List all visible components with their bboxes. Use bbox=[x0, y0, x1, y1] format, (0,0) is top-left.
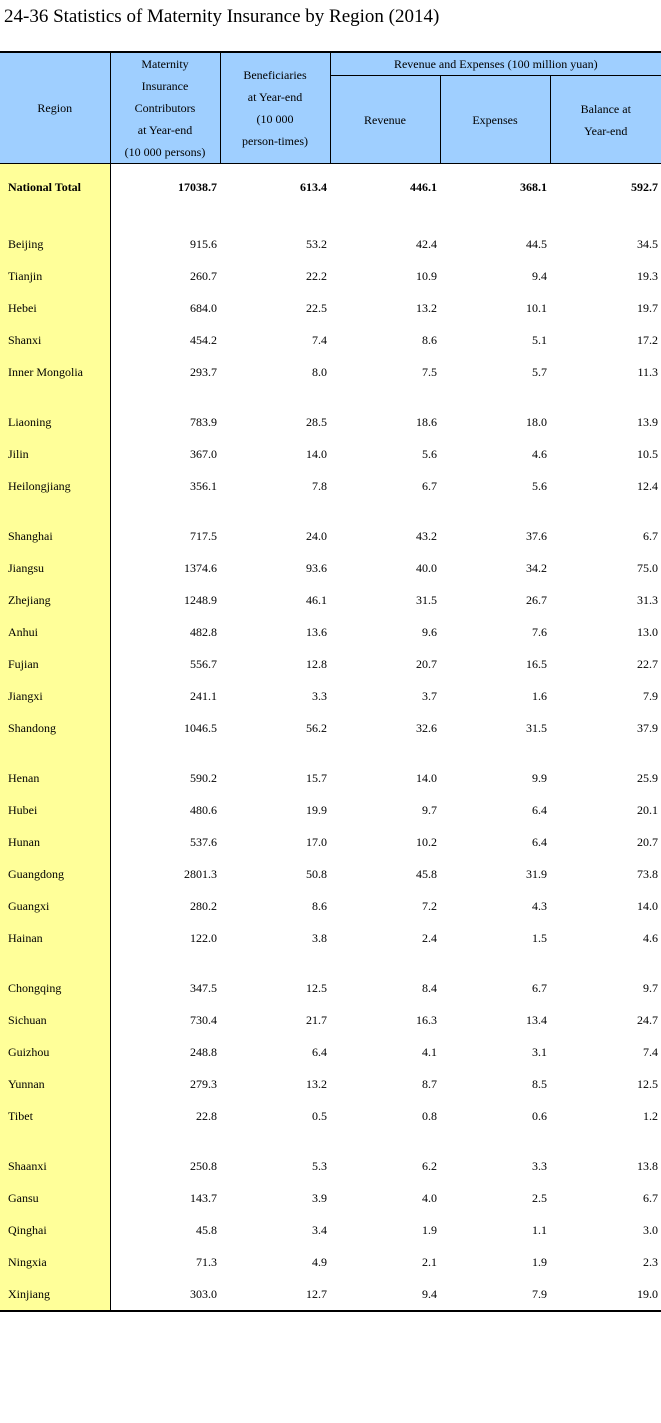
spacer-cell bbox=[220, 210, 330, 228]
balance-cell: 11.3 bbox=[637, 364, 659, 379]
table-row bbox=[0, 438, 661, 470]
expenses-cell: 3.3 bbox=[532, 1158, 547, 1173]
region-cell: Beijing bbox=[0, 228, 110, 260]
expenses-cell: 26.7 bbox=[526, 592, 547, 607]
region-cell: Chongqing bbox=[0, 972, 110, 1004]
spacer-cell bbox=[440, 210, 550, 228]
beneficiaries-cell: 46.1 bbox=[306, 592, 327, 607]
revenue-cell: 2.1 bbox=[422, 1254, 437, 1269]
region-cell: Yunnan bbox=[0, 1068, 110, 1100]
beneficiaries-cell: 22.2 bbox=[306, 268, 327, 283]
revenue-cell: 4.1 bbox=[422, 1044, 437, 1059]
table-row bbox=[0, 826, 661, 858]
header-expenses: Expenses bbox=[440, 76, 550, 164]
spacer-cell bbox=[220, 744, 330, 762]
region-cell: Xinjiang bbox=[0, 1278, 110, 1311]
table-row bbox=[0, 616, 661, 648]
expenses-cell: 1.9 bbox=[532, 1254, 547, 1269]
spacer-cell bbox=[330, 210, 440, 228]
balance-cell: 19.7 bbox=[637, 300, 659, 315]
balance-cell: 1.2 bbox=[643, 1108, 659, 1123]
balance-cell: 37.9 bbox=[637, 720, 659, 735]
balance-cell: 73.8 bbox=[637, 866, 659, 881]
beneficiaries-cell: 8.0 bbox=[312, 364, 327, 379]
contributors-cell: 293.7 bbox=[190, 364, 217, 379]
spacer-cell bbox=[550, 210, 661, 228]
contributors-cell: 915.6 bbox=[190, 236, 217, 251]
balance-cell: 7.4 bbox=[643, 1044, 659, 1059]
balance-cell: 10.5 bbox=[637, 446, 659, 461]
spacer-cell bbox=[440, 502, 550, 520]
region-cell: Gansu bbox=[0, 1182, 110, 1214]
balance-cell: 20.7 bbox=[637, 834, 659, 849]
beneficiaries-cell: 3.3 bbox=[312, 688, 327, 703]
revenue-cell: 10.2 bbox=[416, 834, 437, 849]
contributors-cell: 556.7 bbox=[190, 656, 217, 671]
spacer-cell bbox=[0, 1132, 110, 1150]
expenses-cell: 0.6 bbox=[532, 1108, 547, 1123]
table-row bbox=[0, 648, 661, 680]
revenue-cell: 6.7 bbox=[422, 478, 437, 493]
balance-cell: 34.5 bbox=[637, 236, 659, 251]
beneficiaries-cell: 12.5 bbox=[306, 980, 327, 995]
revenue-cell: 43.2 bbox=[416, 528, 437, 543]
spacer-cell bbox=[550, 502, 661, 520]
region-cell: Hunan bbox=[0, 826, 110, 858]
table-row bbox=[0, 762, 661, 794]
region-cell: Tibet bbox=[0, 1100, 110, 1132]
region-cell: Henan bbox=[0, 762, 110, 794]
spacer-cell bbox=[0, 502, 110, 520]
contributors-cell: 454.2 bbox=[190, 332, 217, 347]
balance-cell: 6.7 bbox=[643, 1190, 659, 1205]
region-cell: Guangdong bbox=[0, 858, 110, 890]
table-body bbox=[0, 164, 661, 1312]
contributors-cell: 1248.9 bbox=[184, 592, 217, 607]
total-expenses: 368.1 bbox=[520, 179, 547, 194]
contributors-cell: 480.6 bbox=[190, 802, 217, 817]
region-cell: Shanghai bbox=[0, 520, 110, 552]
balance-cell: 9.7 bbox=[643, 980, 659, 995]
expenses-cell: 7.6 bbox=[532, 624, 547, 639]
expenses-cell: 31.9 bbox=[526, 866, 547, 881]
beneficiaries-cell: 53.2 bbox=[306, 236, 327, 251]
contributors-cell: 2801.3 bbox=[184, 866, 217, 881]
table-header bbox=[0, 52, 661, 164]
balance-cell: 4.6 bbox=[643, 930, 659, 945]
contributors-cell: 71.3 bbox=[196, 1254, 217, 1269]
spacer-cell bbox=[220, 388, 330, 406]
maternity-insurance-table bbox=[0, 51, 661, 1312]
balance-cell: 31.3 bbox=[637, 592, 659, 607]
region-cell: Anhui bbox=[0, 616, 110, 648]
revenue-cell: 2.4 bbox=[422, 930, 437, 945]
table-row bbox=[0, 406, 661, 438]
contributors-cell: 537.6 bbox=[190, 834, 217, 849]
contributors-cell: 248.8 bbox=[190, 1044, 217, 1059]
expenses-cell: 1.1 bbox=[532, 1222, 547, 1237]
contributors-cell: 590.2 bbox=[190, 770, 217, 785]
expenses-cell: 1.5 bbox=[532, 930, 547, 945]
region-cell: Shaanxi bbox=[0, 1150, 110, 1182]
header-revenue-expenses-group: Revenue and Expenses (100 million yuan) bbox=[330, 52, 661, 76]
expenses-cell: 18.0 bbox=[526, 414, 547, 429]
revenue-cell: 8.7 bbox=[422, 1076, 437, 1091]
expenses-cell: 5.6 bbox=[532, 478, 547, 493]
table-row bbox=[0, 972, 661, 1004]
beneficiaries-cell: 22.5 bbox=[306, 300, 327, 315]
revenue-cell: 45.8 bbox=[416, 866, 437, 881]
balance-cell: 6.7 bbox=[643, 528, 659, 543]
spacer-row bbox=[0, 502, 661, 520]
spacer-cell bbox=[110, 1132, 220, 1150]
revenue-cell: 8.6 bbox=[422, 332, 437, 347]
contributors-cell: 260.7 bbox=[190, 268, 217, 283]
balance-cell: 13.0 bbox=[637, 624, 659, 639]
balance-cell: 75.0 bbox=[637, 560, 659, 575]
table-row bbox=[0, 712, 661, 744]
spacer-row bbox=[0, 744, 661, 762]
revenue-cell: 9.7 bbox=[422, 802, 437, 817]
table-row bbox=[0, 356, 661, 388]
table-row bbox=[0, 922, 661, 954]
contributors-cell: 684.0 bbox=[190, 300, 217, 315]
beneficiaries-cell: 8.6 bbox=[312, 898, 327, 913]
beneficiaries-cell: 5.3 bbox=[312, 1158, 327, 1173]
beneficiaries-cell: 15.7 bbox=[306, 770, 327, 785]
revenue-cell: 42.4 bbox=[416, 236, 437, 251]
region-cell: Jiangxi bbox=[0, 680, 110, 712]
revenue-cell: 3.7 bbox=[422, 688, 437, 703]
revenue-cell: 13.2 bbox=[416, 300, 437, 315]
contributors-cell: 303.0 bbox=[110, 1278, 220, 1311]
beneficiaries-cell: 12.7 bbox=[220, 1278, 330, 1311]
contributors-cell: 143.7 bbox=[190, 1190, 217, 1205]
spacer-cell bbox=[110, 954, 220, 972]
expenses-cell: 7.9 bbox=[440, 1278, 550, 1311]
spacer-cell bbox=[440, 954, 550, 972]
balance-cell: 20.1 bbox=[637, 802, 659, 817]
table-row bbox=[0, 520, 661, 552]
region-cell: Heilongjiang bbox=[0, 470, 110, 502]
table-row bbox=[0, 470, 661, 502]
balance-cell: 19.3 bbox=[637, 268, 659, 283]
balance-cell: 2.3 bbox=[643, 1254, 659, 1269]
spacer-cell bbox=[110, 744, 220, 762]
expenses-cell: 4.6 bbox=[532, 446, 547, 461]
contributors-cell: 482.8 bbox=[190, 624, 217, 639]
region-cell: Jilin bbox=[0, 438, 110, 470]
region-cell: Liaoning bbox=[0, 406, 110, 438]
spacer-cell bbox=[0, 954, 110, 972]
spacer-cell bbox=[330, 744, 440, 762]
total-revenue: 446.1 bbox=[410, 179, 437, 194]
table-row bbox=[0, 1182, 661, 1214]
table-row bbox=[0, 228, 661, 260]
total-contributors: 17038.7 bbox=[178, 179, 217, 194]
spacer-row bbox=[0, 954, 661, 972]
revenue-cell: 9.6 bbox=[422, 624, 437, 639]
region-cell: Zhejiang bbox=[0, 584, 110, 616]
region-cell: Guizhou bbox=[0, 1036, 110, 1068]
expenses-cell: 2.5 bbox=[532, 1190, 547, 1205]
balance-cell: 3.0 bbox=[643, 1222, 659, 1237]
revenue-cell: 5.6 bbox=[422, 446, 437, 461]
revenue-cell: 7.5 bbox=[422, 364, 437, 379]
beneficiaries-cell: 56.2 bbox=[306, 720, 327, 735]
expenses-cell: 10.1 bbox=[526, 300, 547, 315]
region-cell: Inner Mongolia bbox=[0, 356, 110, 388]
spacer-row bbox=[0, 388, 661, 406]
table-row bbox=[0, 858, 661, 890]
contributors-cell: 45.8 bbox=[196, 1222, 217, 1237]
balance-cell: 19.0 bbox=[550, 1278, 661, 1311]
revenue-cell: 7.2 bbox=[422, 898, 437, 913]
spacer-cell bbox=[110, 210, 220, 228]
region-cell: Hubei bbox=[0, 794, 110, 826]
contributors-cell: 347.5 bbox=[190, 980, 217, 995]
table-row bbox=[0, 1004, 661, 1036]
expenses-cell: 9.4 bbox=[532, 268, 547, 283]
revenue-cell: 1.9 bbox=[422, 1222, 437, 1237]
contributors-cell: 1046.5 bbox=[184, 720, 217, 735]
spacer-cell bbox=[220, 954, 330, 972]
balance-cell: 22.7 bbox=[637, 656, 659, 671]
table-row bbox=[0, 1100, 661, 1132]
revenue-cell: 18.6 bbox=[416, 414, 437, 429]
expenses-cell: 6.7 bbox=[532, 980, 547, 995]
table-row bbox=[0, 890, 661, 922]
revenue-cell: 16.3 bbox=[416, 1012, 437, 1027]
expenses-cell: 37.6 bbox=[526, 528, 547, 543]
beneficiaries-cell: 50.8 bbox=[306, 866, 327, 881]
revenue-cell: 8.4 bbox=[422, 980, 437, 995]
beneficiaries-cell: 3.9 bbox=[312, 1190, 327, 1205]
header-contributors: Maternity Insurance Contributors at Year-end (10 000 persons) bbox=[110, 52, 220, 164]
expenses-cell: 9.9 bbox=[532, 770, 547, 785]
expenses-cell: 4.3 bbox=[532, 898, 547, 913]
table-row bbox=[0, 1068, 661, 1100]
contributors-cell: 717.5 bbox=[190, 528, 217, 543]
spacer-cell bbox=[0, 210, 110, 228]
beneficiaries-cell: 24.0 bbox=[306, 528, 327, 543]
spacer-cell bbox=[110, 502, 220, 520]
revenue-cell: 10.9 bbox=[416, 268, 437, 283]
expenses-cell: 31.5 bbox=[526, 720, 547, 735]
region-cell: Tianjin bbox=[0, 260, 110, 292]
spacer-cell bbox=[330, 954, 440, 972]
table-row bbox=[0, 260, 661, 292]
expenses-cell: 8.5 bbox=[532, 1076, 547, 1091]
balance-cell: 12.4 bbox=[637, 478, 659, 493]
beneficiaries-cell: 21.7 bbox=[306, 1012, 327, 1027]
contributors-cell: 122.0 bbox=[190, 930, 217, 945]
beneficiaries-cell: 7.8 bbox=[312, 478, 327, 493]
table-row bbox=[0, 1150, 661, 1182]
beneficiaries-cell: 13.6 bbox=[306, 624, 327, 639]
balance-cell: 24.7 bbox=[637, 1012, 659, 1027]
spacer-cell bbox=[110, 388, 220, 406]
total-region: National Total bbox=[0, 164, 110, 211]
expenses-cell: 6.4 bbox=[532, 834, 547, 849]
beneficiaries-cell: 0.5 bbox=[312, 1108, 327, 1123]
beneficiaries-cell: 14.0 bbox=[306, 446, 327, 461]
contributors-cell: 783.9 bbox=[190, 414, 217, 429]
balance-cell: 13.9 bbox=[637, 414, 659, 429]
table-row bbox=[0, 1036, 661, 1068]
region-cell: Jiangsu bbox=[0, 552, 110, 584]
expenses-cell: 44.5 bbox=[526, 236, 547, 251]
region-cell: Ningxia bbox=[0, 1246, 110, 1278]
spacer-cell bbox=[330, 388, 440, 406]
contributors-cell: 730.4 bbox=[190, 1012, 217, 1027]
beneficiaries-cell: 93.6 bbox=[306, 560, 327, 575]
expenses-cell: 3.1 bbox=[532, 1044, 547, 1059]
header-beneficiaries: Beneficiaries at Year-end (10 000 person-times) bbox=[220, 52, 330, 164]
region-cell: Fujian bbox=[0, 648, 110, 680]
spacer-row bbox=[0, 1132, 661, 1150]
expenses-cell: 34.2 bbox=[526, 560, 547, 575]
contributors-cell: 22.8 bbox=[196, 1108, 217, 1123]
total-balance: 592.7 bbox=[631, 179, 659, 194]
revenue-cell: 4.0 bbox=[422, 1190, 437, 1205]
region-cell: Sichuan bbox=[0, 1004, 110, 1036]
contributors-cell: 241.1 bbox=[190, 688, 217, 703]
region-cell: Hainan bbox=[0, 922, 110, 954]
spacer-cell bbox=[550, 388, 661, 406]
region-cell: Shanxi bbox=[0, 324, 110, 356]
contributors-cell: 280.2 bbox=[190, 898, 217, 913]
page-title: 24-36 Statistics of Maternity Insurance by Region (2014) bbox=[4, 6, 440, 27]
balance-cell: 13.8 bbox=[637, 1158, 659, 1173]
header-balance: Balance at Year-end bbox=[550, 76, 661, 164]
contributors-cell: 1374.6 bbox=[184, 560, 217, 575]
revenue-cell: 6.2 bbox=[422, 1158, 437, 1173]
revenue-cell: 0.8 bbox=[422, 1108, 437, 1123]
spacer-cell bbox=[220, 1132, 330, 1150]
spacer-cell bbox=[330, 502, 440, 520]
expenses-cell: 13.4 bbox=[526, 1012, 547, 1027]
spacer-cell bbox=[330, 1132, 440, 1150]
spacer-row bbox=[0, 210, 661, 228]
balance-cell: 17.2 bbox=[637, 332, 659, 347]
spacer-cell bbox=[550, 1132, 661, 1150]
expenses-cell: 1.6 bbox=[532, 688, 547, 703]
expenses-cell: 6.4 bbox=[532, 802, 547, 817]
beneficiaries-cell: 6.4 bbox=[312, 1044, 327, 1059]
table-row bbox=[0, 552, 661, 584]
header-revenue: Revenue bbox=[330, 76, 440, 164]
contributors-cell: 367.0 bbox=[190, 446, 217, 461]
table-row bbox=[0, 1214, 661, 1246]
table-row bbox=[0, 1278, 661, 1311]
beneficiaries-cell: 12.8 bbox=[306, 656, 327, 671]
contributors-cell: 356.1 bbox=[190, 478, 217, 493]
beneficiaries-cell: 7.4 bbox=[312, 332, 327, 347]
revenue-cell: 40.0 bbox=[416, 560, 437, 575]
spacer-cell bbox=[440, 744, 550, 762]
balance-cell: 25.9 bbox=[637, 770, 659, 785]
table-row bbox=[0, 324, 661, 356]
beneficiaries-cell: 28.5 bbox=[306, 414, 327, 429]
beneficiaries-cell: 19.9 bbox=[306, 802, 327, 817]
header-region: Region bbox=[0, 52, 110, 164]
beneficiaries-cell: 4.9 bbox=[312, 1254, 327, 1269]
spacer-cell bbox=[220, 502, 330, 520]
revenue-cell: 32.6 bbox=[416, 720, 437, 735]
contributors-cell: 279.3 bbox=[190, 1076, 217, 1091]
revenue-cell: 14.0 bbox=[416, 770, 437, 785]
balance-cell: 7.9 bbox=[643, 688, 659, 703]
table-row bbox=[0, 584, 661, 616]
table-row bbox=[0, 680, 661, 712]
table-row bbox=[0, 794, 661, 826]
expenses-cell: 5.7 bbox=[532, 364, 547, 379]
beneficiaries-cell: 3.8 bbox=[312, 930, 327, 945]
expenses-cell: 5.1 bbox=[532, 332, 547, 347]
table-row bbox=[0, 292, 661, 324]
revenue-cell: 9.4 bbox=[330, 1278, 440, 1311]
table-row bbox=[0, 1246, 661, 1278]
contributors-cell: 250.8 bbox=[190, 1158, 217, 1173]
beneficiaries-cell: 3.4 bbox=[312, 1222, 327, 1237]
expenses-cell: 16.5 bbox=[526, 656, 547, 671]
spacer-cell bbox=[440, 1132, 550, 1150]
region-cell: Shandong bbox=[0, 712, 110, 744]
spacer-cell bbox=[0, 744, 110, 762]
revenue-cell: 20.7 bbox=[416, 656, 437, 671]
spacer-cell bbox=[550, 954, 661, 972]
region-cell: Guangxi bbox=[0, 890, 110, 922]
balance-cell: 12.5 bbox=[637, 1076, 659, 1091]
region-cell: Hebei bbox=[0, 292, 110, 324]
balance-cell: 14.0 bbox=[637, 898, 659, 913]
beneficiaries-cell: 13.2 bbox=[306, 1076, 327, 1091]
total-beneficiaries: 613.4 bbox=[300, 179, 327, 194]
spacer-cell bbox=[550, 744, 661, 762]
revenue-cell: 31.5 bbox=[416, 592, 437, 607]
table-row-national-total bbox=[0, 164, 661, 211]
spacer-cell bbox=[440, 388, 550, 406]
beneficiaries-cell: 17.0 bbox=[306, 834, 327, 849]
spacer-cell bbox=[0, 388, 110, 406]
region-cell: Qinghai bbox=[0, 1214, 110, 1246]
